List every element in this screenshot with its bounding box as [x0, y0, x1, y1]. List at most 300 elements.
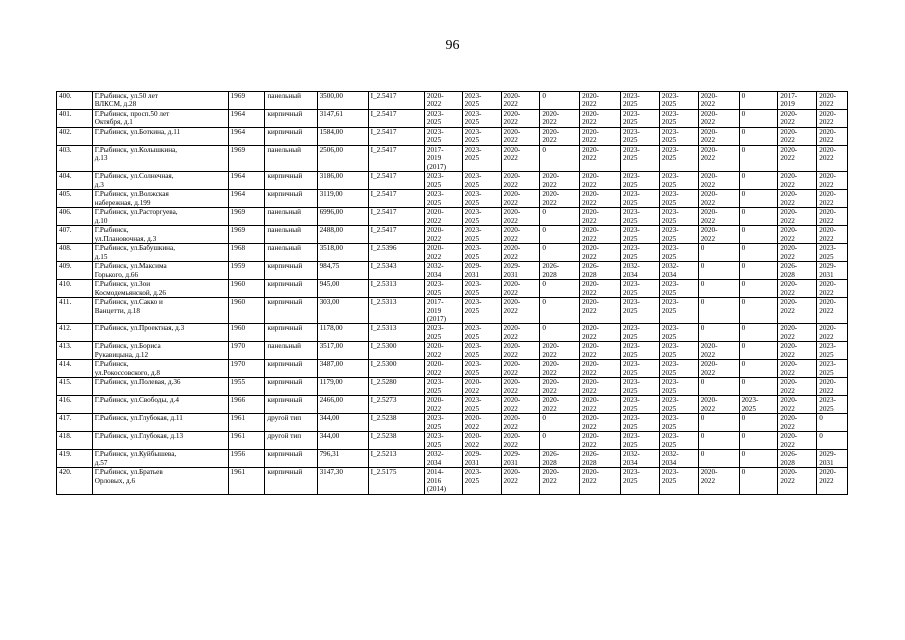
period-cell-c2: 2023- 2025: [462, 360, 501, 378]
period-cell-c5: 2020- 2022: [580, 342, 621, 360]
period-cell-c2: 2020- 2022: [462, 414, 501, 432]
period-cell-c10: 2026- 2028: [778, 450, 817, 468]
address-cell: Г.Рыбинск, ул.Плановочная, д.3: [92, 226, 228, 244]
period-cell-c11: 2020- 2022: [817, 280, 848, 298]
period-cell-c7: 2023- 2025: [659, 92, 698, 110]
table-row: [57, 172, 848, 190]
period-cell-c9: 2023- 2025: [739, 396, 778, 414]
period-cell-c3: 2020- 2022: [501, 244, 540, 262]
address-cell: Г.Рыбинск, ул.Волжская набережная, д.199: [92, 190, 228, 208]
address-cell: Г.Рыбинск, ул.Проектная, д.3: [92, 324, 228, 342]
area-cell: 6996,00: [317, 208, 368, 226]
period-cell-c2: 2023- 2025: [462, 128, 501, 146]
period-cell-c2: 2023- 2025: [462, 396, 501, 414]
year-cell: 1964: [228, 128, 265, 146]
area-cell: 1179,00: [317, 378, 368, 396]
period-cell-c7: 2023- 2025: [659, 378, 698, 396]
period-cell-c10: 2020- 2022: [778, 208, 817, 226]
period-cell-c9: 0: [739, 110, 778, 128]
period-cell-c8: 2020- 2022: [698, 146, 739, 172]
period-cell-c3: 2020- 2022: [501, 280, 540, 298]
address-cell: Г.Рыбинск, ул.Бабушкина, д.15: [92, 244, 228, 262]
period-cell-c2: 2023- 2025: [462, 280, 501, 298]
table-row: [57, 298, 848, 324]
period-cell-c8: 0: [698, 324, 739, 342]
period-cell-c6: 2023- 2025: [621, 360, 660, 378]
period-cell-c3: 2020- 2022: [501, 396, 540, 414]
period-cell-c10: 2020- 2022: [778, 128, 817, 146]
address-cell: Г.Рыбинск, ул.Глубокая, д.13: [92, 432, 228, 450]
period-cell-c4: 0: [540, 92, 580, 110]
address-cell: Г.Рыбинск, ул.Свободы, д.4: [92, 396, 228, 414]
code-cell: I_2.5273: [368, 396, 424, 414]
year-cell: 1964: [228, 190, 265, 208]
period-cell-c7: 2023- 2025: [659, 432, 698, 450]
period-cell-c4: 2020- 2022: [540, 360, 580, 378]
year-cell: 1961: [228, 432, 265, 450]
year-cell: 1970: [228, 342, 265, 360]
period-cell-c4: 2020- 2022: [540, 172, 580, 190]
row-number-cell: 407.: [57, 226, 93, 244]
period-cell-c11: 2020- 2022: [817, 92, 848, 110]
row-number-cell: 417.: [57, 414, 93, 432]
period-cell-c10: 2020- 2022: [778, 468, 817, 494]
period-cell-c4: 0: [540, 244, 580, 262]
period-cell-c2: 2029- 2031: [462, 262, 501, 280]
address-cell: Г.Рыбинск, ул.Куйбышева, д.57: [92, 450, 228, 468]
period-cell-c8: 2020- 2022: [698, 92, 739, 110]
period-cell-c10: 2017- 2019: [778, 92, 817, 110]
area-cell: 984,75: [317, 262, 368, 280]
row-number-cell: 415.: [57, 378, 93, 396]
area-cell: 1584,00: [317, 128, 368, 146]
wall-material-cell: кирпичный: [265, 360, 317, 378]
table-row: [57, 280, 848, 298]
row-number-cell: 413.: [57, 342, 93, 360]
period-cell-c1: 2020- 2022: [424, 244, 462, 262]
period-cell-c10: 2020- 2022: [778, 190, 817, 208]
housing-table: [56, 91, 848, 495]
wall-material-cell: другой тип: [265, 432, 317, 450]
period-cell-c7: 2023- 2025: [659, 324, 698, 342]
year-cell: 1960: [228, 298, 265, 324]
period-cell-c6: 2023- 2025: [621, 324, 660, 342]
year-cell: 1969: [228, 92, 265, 110]
period-cell-c11: 2023- 2025: [817, 360, 848, 378]
period-cell-c2: 2023- 2025: [462, 244, 501, 262]
period-cell-c1: 2023- 2025: [424, 414, 462, 432]
period-cell-c9: 0: [739, 414, 778, 432]
period-cell-c8: 2020- 2022: [698, 110, 739, 128]
period-cell-c9: 0: [739, 360, 778, 378]
period-cell-c5: 2020- 2022: [580, 92, 621, 110]
period-cell-c4: 2020- 2022: [540, 128, 580, 146]
period-cell-c5: 2020- 2022: [580, 360, 621, 378]
period-cell-c4: 0: [540, 324, 580, 342]
period-cell-c11: 2020- 2022: [817, 298, 848, 324]
address-cell: Г.Рыбинск, просп.50 лет Октября, д.1: [92, 110, 228, 128]
period-cell-c7: 2023- 2025: [659, 244, 698, 262]
period-cell-c2: 2029- 2031: [462, 450, 501, 468]
period-cell-c10: 2020- 2022: [778, 226, 817, 244]
period-cell-c5: 2020- 2022: [580, 190, 621, 208]
period-cell-c1: 2032- 2034: [424, 450, 462, 468]
period-cell-c10: 2020- 2022: [778, 324, 817, 342]
wall-material-cell: кирпичный: [265, 172, 317, 190]
page-number: 96: [445, 38, 460, 53]
row-number-cell: 419.: [57, 450, 93, 468]
period-cell-c1: 2023- 2025: [424, 128, 462, 146]
row-number-cell: 400.: [57, 92, 93, 110]
period-cell-c1: 2032- 2034: [424, 262, 462, 280]
period-cell-c3: 2020- 2022: [501, 172, 540, 190]
code-cell: I_2.5417: [368, 146, 424, 172]
period-cell-c6: 2023- 2025: [621, 110, 660, 128]
period-cell-c3: 2020- 2022: [501, 360, 540, 378]
period-cell-c5: 2026- 2028: [580, 450, 621, 468]
period-cell-c1: 2020- 2022: [424, 92, 462, 110]
period-cell-c4: 0: [540, 414, 580, 432]
period-cell-c1: 2020- 2022: [424, 342, 462, 360]
period-cell-c3: 2020- 2022: [501, 110, 540, 128]
year-cell: 1960: [228, 324, 265, 342]
period-cell-c2: 2023- 2025: [462, 92, 501, 110]
year-cell: 1969: [228, 226, 265, 244]
period-cell-c7: 2023- 2025: [659, 146, 698, 172]
wall-material-cell: кирпичный: [265, 280, 317, 298]
period-cell-c6: 2032- 2034: [621, 450, 660, 468]
period-cell-c5: 2020- 2022: [580, 468, 621, 494]
period-cell-c1: 2023- 2025: [424, 324, 462, 342]
table-row: [57, 110, 848, 128]
period-cell-c4: 0: [540, 432, 580, 450]
period-cell-c5: 2020- 2022: [580, 432, 621, 450]
code-cell: I_2.5313: [368, 280, 424, 298]
area-cell: 945,00: [317, 280, 368, 298]
period-cell-c3: 2020- 2022: [501, 324, 540, 342]
code-cell: I_2.5417: [368, 172, 424, 190]
period-cell-c1: 2020- 2022: [424, 226, 462, 244]
period-cell-c5: 2020- 2022: [580, 110, 621, 128]
period-cell-c11: 2020- 2022: [817, 146, 848, 172]
period-cell-c10: 2020- 2022: [778, 146, 817, 172]
period-cell-c1: 2014- 2016 (2014): [424, 468, 462, 494]
code-cell: I_2.5238: [368, 432, 424, 450]
year-cell: 1964: [228, 172, 265, 190]
period-cell-c7: 2032- 2034: [659, 450, 698, 468]
period-cell-c5: 2020- 2022: [580, 208, 621, 226]
period-cell-c8: 0: [698, 298, 739, 324]
row-number-cell: 411.: [57, 298, 93, 324]
address-cell: Г.Рыбинск, ул.Полевая, д.36: [92, 378, 228, 396]
year-cell: 1966: [228, 396, 265, 414]
year-cell: 1956: [228, 450, 265, 468]
period-cell-c11: 2023- 2025: [817, 396, 848, 414]
period-cell-c9: 0: [739, 128, 778, 146]
period-cell-c2: 2020- 2022: [462, 432, 501, 450]
wall-material-cell: кирпичный: [265, 468, 317, 494]
area-cell: 3186,00: [317, 172, 368, 190]
code-cell: I_2.5213: [368, 450, 424, 468]
period-cell-c4: 2020- 2022: [540, 190, 580, 208]
period-cell-c7: 2023- 2025: [659, 298, 698, 324]
period-cell-c2: 2023- 2025: [462, 468, 501, 494]
period-cell-c7: 2023- 2025: [659, 396, 698, 414]
table-row: [57, 432, 848, 450]
table-row: [57, 262, 848, 280]
wall-material-cell: кирпичный: [265, 450, 317, 468]
period-cell-c11: 2029- 2031: [817, 450, 848, 468]
period-cell-c5: 2020- 2022: [580, 298, 621, 324]
period-cell-c11: 2020- 2022: [817, 208, 848, 226]
area-cell: 1178,00: [317, 324, 368, 342]
period-cell-c6: 2023- 2025: [621, 414, 660, 432]
code-cell: I_2.5417: [368, 110, 424, 128]
address-cell: Г.Рыбинск, ул.Глубокая, д.11: [92, 414, 228, 432]
period-cell-c11: 2020- 2022: [817, 324, 848, 342]
period-cell-c9: 0: [739, 92, 778, 110]
period-cell-c9: 0: [739, 208, 778, 226]
row-number-cell: 401.: [57, 110, 93, 128]
table-row: [57, 226, 848, 244]
address-cell: Г.Рыбинск, ул.Сакко и Ванцетти, д.18: [92, 298, 228, 324]
period-cell-c8: 2020- 2022: [698, 360, 739, 378]
period-cell-c7: 2023- 2025: [659, 128, 698, 146]
area-cell: 3487,00: [317, 360, 368, 378]
period-cell-c6: 2023- 2025: [621, 432, 660, 450]
period-cell-c7: 2023- 2025: [659, 226, 698, 244]
period-cell-c3: 2020- 2022: [501, 208, 540, 226]
table-row: [57, 468, 848, 494]
year-cell: 1961: [228, 468, 265, 494]
period-cell-c3: 2020- 2022: [501, 342, 540, 360]
period-cell-c9: 0: [739, 146, 778, 172]
table-row: [57, 190, 848, 208]
row-number-cell: 408.: [57, 244, 93, 262]
period-cell-c11: 2029- 2031: [817, 262, 848, 280]
period-cell-c11: 2020- 2022: [817, 468, 848, 494]
period-cell-c4: 2026- 2028: [540, 262, 580, 280]
period-cell-c7: 2023- 2025: [659, 172, 698, 190]
wall-material-cell: панельный: [265, 244, 317, 262]
period-cell-c10: 2020- 2022: [778, 298, 817, 324]
row-number-cell: 418.: [57, 432, 93, 450]
period-cell-c9: 0: [739, 324, 778, 342]
period-cell-c6: 2032- 2034: [621, 262, 660, 280]
period-cell-c6: 2023- 2025: [621, 190, 660, 208]
period-cell-c3: 2020- 2022: [501, 146, 540, 172]
row-number-cell: 406.: [57, 208, 93, 226]
row-number-cell: 403.: [57, 146, 93, 172]
period-cell-c11: 2023- 2025: [817, 244, 848, 262]
wall-material-cell: кирпичный: [265, 298, 317, 324]
period-cell-c4: 0: [540, 208, 580, 226]
period-cell-c3: 2020- 2022: [501, 432, 540, 450]
period-cell-c4: 0: [540, 226, 580, 244]
code-cell: I_2.5417: [368, 208, 424, 226]
area-cell: 3147,30: [317, 468, 368, 494]
year-cell: 1959: [228, 262, 265, 280]
wall-material-cell: кирпичный: [265, 378, 317, 396]
period-cell-c3: 2020- 2022: [501, 378, 540, 396]
area-cell: 3500,00: [317, 92, 368, 110]
code-cell: I_2.5313: [368, 298, 424, 324]
address-cell: Г.Рыбинск, ул.50 лет ВЛКСМ, д.28: [92, 92, 228, 110]
period-cell-c2: 2023- 2025: [462, 190, 501, 208]
period-cell-c5: 2020- 2022: [580, 244, 621, 262]
period-cell-c4: 2020- 2022: [540, 342, 580, 360]
period-cell-c4: 0: [540, 146, 580, 172]
address-cell: Г.Рыбинск, ул.Максима Горького, д.66: [92, 262, 228, 280]
period-cell-c7: 2023- 2025: [659, 190, 698, 208]
period-cell-c8: 2020- 2022: [698, 396, 739, 414]
period-cell-c5: 2020- 2022: [580, 146, 621, 172]
address-cell: Г.Рыбинск, ул.Колышкина, д.13: [92, 146, 228, 172]
period-cell-c10: 2020- 2022: [778, 342, 817, 360]
table-row: [57, 414, 848, 432]
period-cell-c8: 0: [698, 414, 739, 432]
year-cell: 1964: [228, 110, 265, 128]
code-cell: I_2.5417: [368, 128, 424, 146]
period-cell-c7: 2023- 2025: [659, 342, 698, 360]
period-cell-c9: 0: [739, 432, 778, 450]
area-cell: 3119,00: [317, 190, 368, 208]
area-cell: 344,00: [317, 414, 368, 432]
period-cell-c7: 2032- 2034: [659, 262, 698, 280]
wall-material-cell: кирпичный: [265, 110, 317, 128]
period-cell-c1: 2023- 2025: [424, 172, 462, 190]
table-row: [57, 92, 848, 110]
period-cell-c1: 2023- 2025: [424, 280, 462, 298]
row-number-cell: 410.: [57, 280, 93, 298]
period-cell-c9: 0: [739, 172, 778, 190]
code-cell: I_2.5343: [368, 262, 424, 280]
period-cell-c7: 2023- 2025: [659, 468, 698, 494]
table-row: [57, 450, 848, 468]
period-cell-c5: 2020- 2022: [580, 172, 621, 190]
period-cell-c2: 2023- 2025: [462, 324, 501, 342]
period-cell-c6: 2023- 2025: [621, 342, 660, 360]
period-cell-c8: 2020- 2022: [698, 172, 739, 190]
period-cell-c5: 2026- 2028: [580, 262, 621, 280]
table-row: [57, 208, 848, 226]
period-cell-c1: 2020- 2022: [424, 396, 462, 414]
period-cell-c8: 2020- 2022: [698, 226, 739, 244]
period-cell-c2: 2023- 2025: [462, 146, 501, 172]
period-cell-c8: 2020- 2022: [698, 190, 739, 208]
period-cell-c9: 0: [739, 190, 778, 208]
wall-material-cell: другой тип: [265, 414, 317, 432]
period-cell-c2: 2023- 2025: [462, 342, 501, 360]
year-cell: 1968: [228, 244, 265, 262]
row-number-cell: 414.: [57, 360, 93, 378]
period-cell-c9: 0: [739, 244, 778, 262]
period-cell-c5: 2020- 2022: [580, 324, 621, 342]
table-row: [57, 360, 848, 378]
row-number-cell: 420.: [57, 468, 93, 494]
period-cell-c5: 2020- 2022: [580, 378, 621, 396]
period-cell-c1: 2020- 2022: [424, 360, 462, 378]
period-cell-c11: 2023- 2025: [817, 342, 848, 360]
period-cell-c9: 0: [739, 468, 778, 494]
table-row: [57, 378, 848, 396]
period-cell-c2: 2020- 2022: [462, 378, 501, 396]
area-cell: 303,00: [317, 298, 368, 324]
period-cell-c3: 2020- 2022: [501, 468, 540, 494]
area-cell: 3147,61: [317, 110, 368, 128]
period-cell-c5: 2020- 2022: [580, 396, 621, 414]
year-cell: 1970: [228, 360, 265, 378]
period-cell-c10: 2020- 2022: [778, 360, 817, 378]
period-cell-c10: 2026- 2028: [778, 262, 817, 280]
period-cell-c1: 2020- 2022: [424, 208, 462, 226]
period-cell-c8: 2020- 2022: [698, 342, 739, 360]
year-cell: 1955: [228, 378, 265, 396]
row-number-cell: 402.: [57, 128, 93, 146]
code-cell: I_2.5313: [368, 324, 424, 342]
period-cell-c10: 2020- 2022: [778, 280, 817, 298]
period-cell-c4: 2020- 2022: [540, 378, 580, 396]
period-cell-c3: 2029- 2031: [501, 450, 540, 468]
area-cell: 2506,00: [317, 146, 368, 172]
period-cell-c11: 2020- 2022: [817, 190, 848, 208]
period-cell-c6: 2023- 2025: [621, 92, 660, 110]
period-cell-c7: 2023- 2025: [659, 360, 698, 378]
period-cell-c11: 0: [817, 414, 848, 432]
period-cell-c1: 2023- 2025: [424, 432, 462, 450]
wall-material-cell: панельный: [265, 208, 317, 226]
period-cell-c7: 2023- 2025: [659, 280, 698, 298]
period-cell-c2: 2023- 2025: [462, 172, 501, 190]
period-cell-c7: 2023- 2025: [659, 414, 698, 432]
period-cell-c10: 2020- 2022: [778, 414, 817, 432]
period-cell-c6: 2023- 2025: [621, 172, 660, 190]
row-number-cell: 412.: [57, 324, 93, 342]
year-cell: 1969: [228, 146, 265, 172]
period-cell-c9: 0: [739, 226, 778, 244]
period-cell-c10: 2020- 2022: [778, 396, 817, 414]
table-row: [57, 146, 848, 172]
period-cell-c4: 2020- 2022: [540, 468, 580, 494]
wall-material-cell: панельный: [265, 226, 317, 244]
period-cell-c6: 2023- 2025: [621, 396, 660, 414]
code-cell: I_2.5417: [368, 226, 424, 244]
period-cell-c11: 2020- 2022: [817, 226, 848, 244]
wall-material-cell: кирпичный: [265, 128, 317, 146]
period-cell-c8: 0: [698, 432, 739, 450]
address-cell: Г.Рыбинск, ул.Расторгуева, д.10: [92, 208, 228, 226]
period-cell-c4: 2020- 2022: [540, 110, 580, 128]
period-cell-c6: 2023- 2025: [621, 298, 660, 324]
period-cell-c6: 2023- 2025: [621, 146, 660, 172]
period-cell-c6: 2023- 2025: [621, 128, 660, 146]
code-cell: I_2.5300: [368, 360, 424, 378]
period-cell-c2: 2023- 2025: [462, 110, 501, 128]
period-cell-c9: 0: [739, 450, 778, 468]
code-cell: I_2.5280: [368, 378, 424, 396]
period-cell-c11: 0: [817, 432, 848, 450]
period-cell-c4: 2026- 2028: [540, 450, 580, 468]
period-cell-c5: 2020- 2022: [580, 414, 621, 432]
address-cell: Г.Рыбинск, ул.Боткина, д.11: [92, 128, 228, 146]
address-cell: Г.Рыбинск, ул.Бориса Рукавицына, д.12: [92, 342, 228, 360]
period-cell-c9: 0: [739, 262, 778, 280]
table-row: [57, 396, 848, 414]
period-cell-c9: 0: [739, 280, 778, 298]
period-cell-c7: 2023- 2025: [659, 208, 698, 226]
period-cell-c11: 2020- 2022: [817, 172, 848, 190]
period-cell-c10: 2020- 2022: [778, 244, 817, 262]
